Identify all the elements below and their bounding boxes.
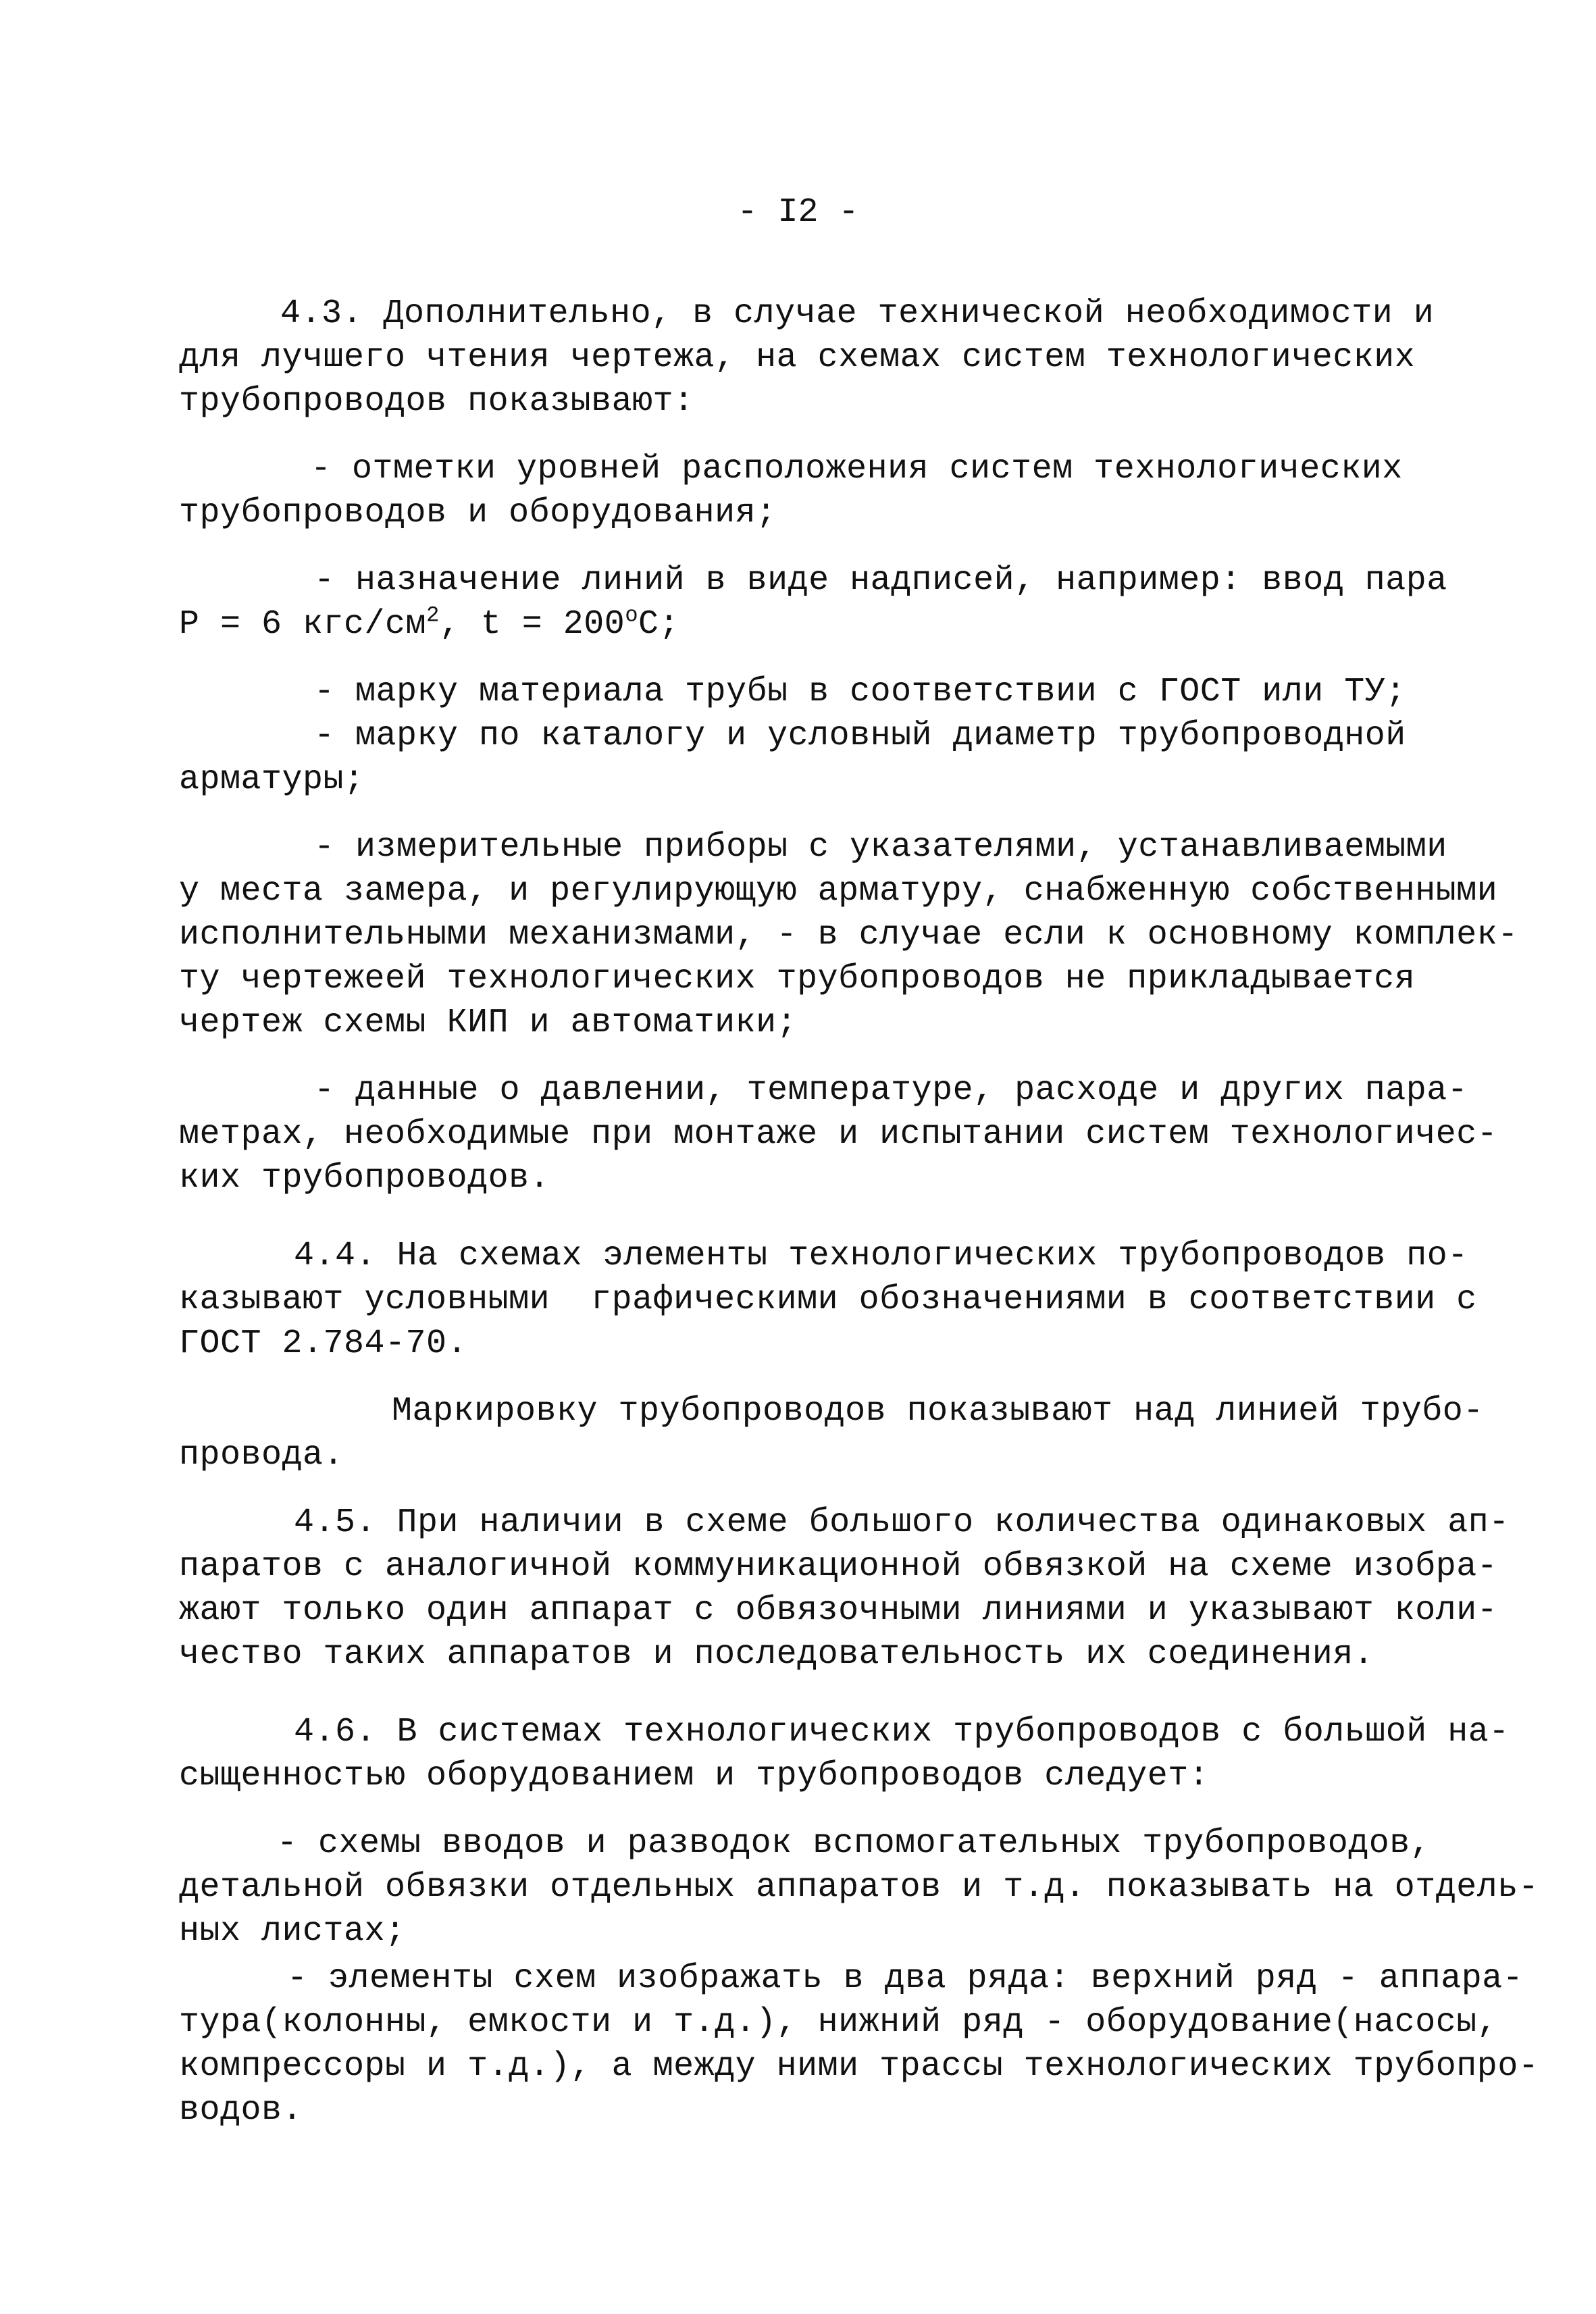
- list-item-two-rows-line-3: компрессоры и т.д.), а между ними трассы технологических трубопро-: [179, 2047, 1539, 2086]
- list-item-instruments-line-4: ту чертежеей технологических трубопроводов не прикладывается: [179, 960, 1416, 998]
- list-item-levels-line-2: трубопроводов и оборудования;: [179, 494, 777, 532]
- para-4-3-line-1: 4.3. Дополнительно, в случае технической необходимости и: [280, 294, 1435, 333]
- list-item-parameters-line-1: - данные о давлении, температуре, расходе и других пара-: [314, 1071, 1468, 1110]
- temperature-text: , t = 200: [439, 605, 625, 644]
- para-4-3-line-2: для лучшего чтения чертежа, на схемах систем технологических: [179, 338, 1416, 377]
- list-item-separate-sheets-line-1: - схемы вводов и разводок вспомогательных трубопроводов,: [277, 1824, 1431, 1863]
- list-item-parameters-line-2: метрах, необходимые при монтаже и испытании систем технологичес-: [179, 1115, 1498, 1154]
- list-item-pipe-material: - марку материала трубы в соответствии с ГОСТ или ТУ;: [314, 673, 1406, 711]
- para-4-6-line-2: сыщенностью оборудованием и трубопроводов следует:: [179, 1757, 1210, 1795]
- list-item-instruments-line-3: исполнительными механизмами, - в случае если к основному комплек-: [179, 916, 1518, 954]
- list-item-separate-sheets-line-2: детальной обвязки отдельных аппаратов и т.д. показывать на отдель-: [179, 1868, 1539, 1907]
- list-item-two-rows-line-2: тура(колонны, емкости и т.д.), нижний ряд - оборудование(насосы,: [179, 2003, 1498, 2042]
- page-number: - I2 -: [737, 193, 859, 232]
- list-item-lines-purpose-line-2: [179, 602, 680, 645]
- para-4-4-line-3: ГОСТ 2.784-70.: [179, 1325, 468, 1363]
- para-marking-line-1: Маркировку трубопроводов показывают над линией трубо-: [392, 1392, 1484, 1431]
- list-item-parameters-line-3: ких трубопроводов.: [179, 1159, 550, 1198]
- list-item-instruments-line-2: у места замера, и регулирующую арматуру, снабженную собственными: [179, 872, 1498, 910]
- para-4-4-line-1: 4.4. На схемах элементы технологических трубопроводов по-: [294, 1237, 1468, 1275]
- para-4-5-line-4: чество таких аппаратов и последовательность их соединения.: [179, 1635, 1374, 1674]
- para-4-4-line-2: казывают условными графическими обозначениями в соответствии с: [179, 1281, 1477, 1319]
- temperature-unit: С;: [638, 605, 680, 644]
- para-4-5-line-3: жают только один аппарат с обвязочными линиями и указывают коли-: [179, 1591, 1498, 1630]
- list-item-catalog-mark-line-1: - марку по каталогу и условный диаметр трубопроводной: [314, 717, 1406, 755]
- list-item-lines-purpose-line-1: - назначение линий в виде надписей, например: ввод пара: [314, 561, 1447, 600]
- pressure-text: Р = 6 кгс/см: [179, 605, 427, 644]
- para-4-6-line-1: 4.6. В системах технологических трубопроводов с большой на-: [294, 1713, 1510, 1751]
- degree-symbol: о: [625, 602, 639, 628]
- list-item-instruments-line-1: - измерительные приборы с указателями, устанавливаемыми: [314, 828, 1447, 867]
- list-item-instruments-line-5: чертеж схемы КИП и автоматики;: [179, 1004, 798, 1042]
- list-item-separate-sheets-line-3: ных листах;: [179, 1912, 406, 1951]
- list-item-levels-line-1: - отметки уровней расположения систем технологических: [311, 450, 1403, 488]
- para-4-3-line-3: трубопроводов показывают:: [179, 382, 694, 421]
- list-item-two-rows-line-1: - элементы схем изображать в два ряда: верхний ряд - аппара-: [287, 1959, 1524, 1998]
- para-marking-line-2: провода.: [179, 1436, 344, 1474]
- pressure-exponent: 2: [426, 602, 440, 628]
- list-item-two-rows-line-4: водов.: [179, 2091, 303, 2130]
- para-4-5-line-1: 4.5. При наличии в схеме большого количества одинаковых ап-: [294, 1503, 1510, 1542]
- list-item-catalog-mark-line-2: арматуры;: [179, 761, 365, 799]
- para-4-5-line-2: паратов с аналогичной коммуникационной обвязкой на схеме изобра-: [179, 1547, 1498, 1586]
